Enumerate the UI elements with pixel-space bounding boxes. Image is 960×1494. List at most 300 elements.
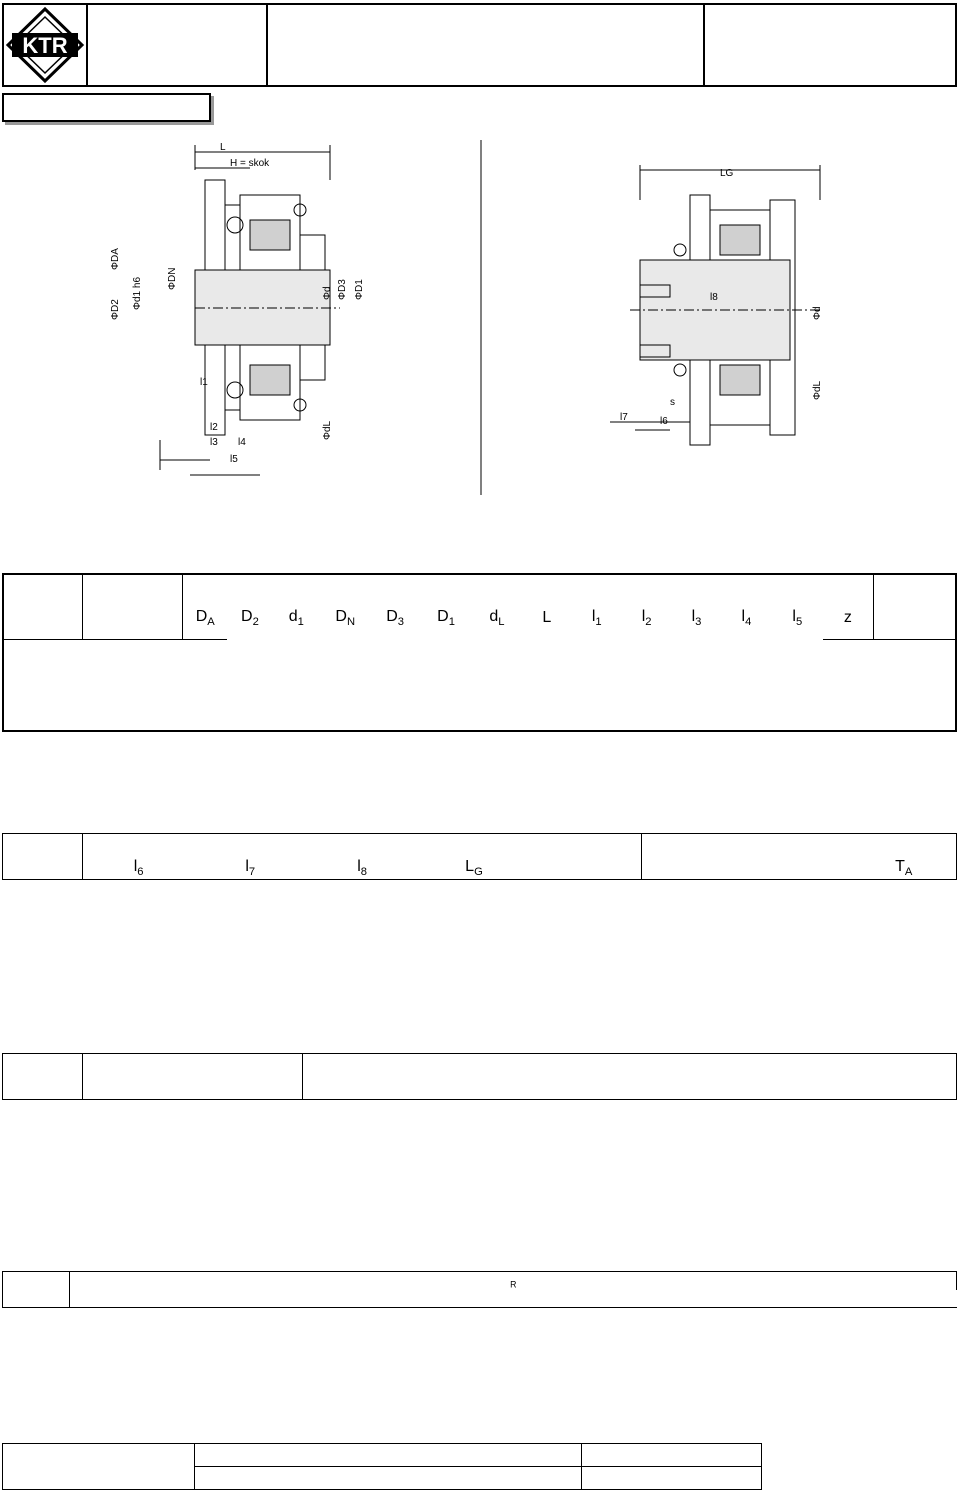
table-cell [823,685,873,708]
table-cell [302,1123,630,1146]
table-row [3,1123,957,1146]
table-cell [721,639,771,662]
header-group-dimensions [82,834,641,857]
table-cell [231,1362,271,1380]
table-cell [852,926,957,949]
bore-header-cell [634,1290,674,1308]
table-cell [83,685,183,708]
table-cell [194,880,306,903]
table-cell [183,662,228,685]
table-cell [674,1362,714,1380]
table-cell [3,1169,83,1192]
header-l7: $l_7$ [194,857,306,880]
table-cell [634,1308,674,1326]
table-cell [747,903,852,926]
table-cell [82,1146,302,1169]
section-title [2,93,211,122]
table-cell [70,1326,110,1344]
table-cell [392,1308,432,1326]
table-cell [271,1362,311,1380]
table-cell [306,926,418,949]
header-l2: $l_2$ [641,607,652,629]
svg-text:H = skok: H = skok [230,158,270,169]
table-row [3,880,957,903]
table-cell [352,1326,392,1344]
table-cell [630,1100,957,1123]
table-cell [352,1362,392,1380]
svg-text:l1: l1 [200,377,208,388]
svg-text:LG: LG [720,168,734,179]
table-cell [110,1308,150,1326]
table-cell [472,639,522,662]
table-row [3,1344,957,1362]
table-cell [873,708,956,731]
header-LG: $L_G$ [418,857,530,880]
bore-header-cell [231,1290,271,1308]
table-cell [795,1326,835,1344]
table-cell [82,1169,302,1192]
header-l8: $l_8$ [306,857,418,880]
header-l4: $l_4$ [741,607,752,629]
bore-header-cell [312,1290,352,1308]
table-cell [3,639,83,662]
table-cell [320,685,370,708]
table4-body [3,1308,957,1380]
header-l6: $l_6$ [82,857,194,880]
table-cell [823,708,873,731]
table-cell [530,880,642,903]
table-cell [473,1344,513,1362]
bore-header-cell [594,1290,634,1308]
table-cell [642,949,747,972]
table2-body [3,880,957,972]
table-cell [530,903,642,926]
table-cell [835,1362,875,1380]
header-D2: $D_2$ [241,607,259,629]
table-cell [513,1362,553,1380]
table-cell [622,662,672,685]
svg-text:l6: l6 [660,416,668,427]
table-cell [231,1326,271,1344]
header-l1: $l_1$ [591,607,602,629]
table-cell [755,1326,795,1344]
bore-header-cell [795,1290,835,1308]
document-header [2,3,957,87]
svg-text:l8: l8 [710,292,718,303]
table-cell [418,949,530,972]
table-cell [823,662,873,685]
table-row [3,639,956,662]
table-cell [392,1344,432,1362]
table-cell [191,1362,231,1380]
table-cell [352,1344,392,1362]
table-row [3,662,956,685]
table-cell [634,1344,674,1362]
header-D1: $D_1$ [437,607,455,629]
table-cell [302,1100,630,1123]
header-DA: $D_A$ [183,597,228,639]
table-cell [513,1326,553,1344]
table-technical-data [2,1053,957,1192]
table-cell [876,1326,916,1344]
table-cell [183,685,228,708]
table-cell [642,903,747,926]
table-dimensions [2,573,957,732]
table-cell [231,1308,271,1326]
table-cell [473,1308,513,1326]
table-cell [674,1344,714,1362]
table-cell [82,1100,302,1123]
technical-drawings [100,140,920,500]
svg-text:l2: l2 [210,422,218,433]
table-cell [522,662,572,685]
table-cell [227,639,272,662]
table-cell [83,639,183,662]
table-cell [771,685,823,708]
title-block [268,5,705,85]
table-cell [795,1308,835,1326]
table-cell [82,903,194,926]
table-cell [82,880,194,903]
table-cell [3,1146,83,1169]
table-cell [530,926,642,949]
header-rozmiar [3,574,83,639]
replaces-label [582,1444,722,1467]
table-cell [873,662,956,685]
table-cell [320,662,370,685]
table-cell [642,880,747,903]
svg-text:ΦDN: ΦDN [167,267,178,290]
table-cell [3,1123,83,1146]
table-cell [473,1362,513,1380]
table-cell [306,880,418,903]
table-cell [795,1344,835,1362]
table-row [3,926,957,949]
bore-header-cell [553,1290,593,1308]
bore-header-cell [876,1290,916,1308]
table-cell [473,1326,513,1344]
table-cell [420,708,472,731]
table-cell [852,880,957,903]
table-cell [370,662,420,685]
header-torques [302,1054,956,1077]
table-cell [370,685,420,708]
table-cell [622,685,672,708]
table-cell [82,926,194,949]
table-cell [594,1344,634,1362]
table-cell [472,662,522,685]
table-cell [795,1362,835,1380]
table-cell [227,662,272,685]
table-cell [151,1362,191,1380]
table-cell [916,1362,957,1380]
table-cell [418,903,530,926]
table-cell [151,1344,191,1362]
table-cell [622,639,672,662]
table-cell [553,1326,593,1344]
table-cell [630,1123,957,1146]
table-cell [630,1146,957,1169]
svg-text:Φd: Φd [812,306,823,320]
table-cell [271,1344,311,1362]
replaces-value [722,1444,762,1467]
header-H [873,574,956,639]
header-rozmiar [3,1054,83,1100]
svg-text:KTR: KTR [22,33,68,58]
table-row [3,1169,957,1192]
table-cell [721,708,771,731]
table-cell [522,685,572,708]
table1-body [3,639,956,731]
svg-text:ΦDA: ΦDA [110,248,121,270]
table-cell [572,708,622,731]
svg-text:l7: l7 [620,412,628,423]
table-cell [302,1146,630,1169]
bore-header-cell [70,1290,110,1308]
table-cell [594,1362,634,1380]
table-cell [472,708,522,731]
header-group: R [70,1272,957,1290]
table-cell [630,1169,957,1192]
company-block [88,5,268,85]
header-z: z [823,597,873,639]
bore-header-cell [110,1290,150,1308]
table-cell [83,662,183,685]
table-cell [302,1169,630,1192]
table-cell [771,708,823,731]
table-cell [227,708,272,731]
svg-text:s: s [670,397,675,408]
table-row [3,1308,957,1326]
table-cell [370,708,420,731]
table-cell [433,1308,473,1326]
bore-header-cell [473,1290,513,1308]
table-cell [572,662,622,685]
table-cell [672,685,722,708]
header-TA: $T_A$ [852,857,957,880]
table-cell [672,639,722,662]
table-cell [634,1326,674,1344]
table-cell [433,1326,473,1344]
table-cell [916,1308,957,1326]
svg-text:ΦD3: ΦD3 [337,279,348,300]
header-D3: $D_3$ [386,607,405,629]
table-cell [721,685,771,708]
table-row [3,708,956,731]
table-cell [418,926,530,949]
table-transmitted-torques [2,1271,957,1380]
table-hub-dimensions [2,833,957,972]
table-cell [110,1362,150,1380]
table-cell [271,1308,311,1326]
header-dL: $d_L$ [489,607,505,629]
table-cell [714,1344,754,1362]
table-cell [320,639,370,662]
bore-header-cell [191,1290,231,1308]
header-s [530,857,642,880]
table-cell [771,662,823,685]
table3-body [3,1100,957,1192]
table-cell [70,1308,110,1326]
drawing-hub-1-0 [160,145,340,475]
table-cell [306,903,418,926]
table-cell [433,1344,473,1362]
header-M [642,857,747,880]
table-cell [594,1308,634,1326]
header-rozmiar [3,834,83,880]
header-bore [83,574,183,639]
table-cell [747,949,852,972]
table-cell [194,926,306,949]
header-sk1 [302,1077,630,1100]
table-cell [873,639,956,662]
header-DN: $D_N$ [335,607,356,629]
table-cell [674,1326,714,1344]
table-cell [3,662,83,685]
table-cell [672,662,722,685]
table-cell [3,708,83,731]
svg-text:ΦdL: ΦdL [812,380,823,400]
table-cell [472,685,522,708]
ktr-logo [4,5,88,85]
checked-value [314,1467,582,1490]
table-cell [622,708,672,731]
table-cell [672,708,722,731]
table-cell [553,1308,593,1326]
table-cell [513,1344,553,1362]
table-cell [191,1308,231,1326]
header-group [183,574,874,597]
table-row [3,1326,957,1344]
table-cell [642,926,747,949]
table-cell [835,1308,875,1326]
table-cell [151,1308,191,1326]
table-cell [191,1344,231,1362]
header-d1: $d_1$ [288,607,304,629]
table-cell [420,639,472,662]
table-cell [194,903,306,926]
bore-header-cell [392,1290,432,1308]
table-cell [553,1344,593,1362]
bore-header-cell [352,1290,392,1308]
svg-text:L: L [220,142,226,153]
table-cell [271,1326,311,1344]
table-cell [272,662,320,685]
table-cell [553,1362,593,1380]
copyright-note [3,1444,195,1490]
svg-text:ΦD2: ΦD2 [110,299,121,320]
svg-text:l4: l4 [238,437,246,448]
table-cell [3,903,83,926]
table-cell [835,1344,875,1362]
table-cell [747,926,852,949]
svg-text:ΦdL: ΦdL [322,420,333,440]
table-cell [572,685,622,708]
table-cell [231,1344,271,1362]
signed-label [194,1444,314,1467]
table-cell [312,1344,352,1362]
table-cell [755,1308,795,1326]
bore-header-cell [433,1290,473,1308]
table-cell [852,949,957,972]
table-cell [3,1326,70,1344]
table-cell [272,685,320,708]
checked-label [194,1467,314,1490]
table-cell [721,662,771,685]
header-l5: $l_5$ [792,607,803,629]
table-cell [876,1362,916,1380]
bore-header-cell [755,1290,795,1308]
table-cell [191,1326,231,1344]
table-cell [183,639,228,662]
header-rozmiar [3,1272,70,1308]
table-row [3,1146,957,1169]
table-cell [714,1326,754,1344]
table-cell [418,880,530,903]
table-cell [312,1308,352,1326]
drawing-hub-4-5 [610,165,820,445]
table-cell [420,662,472,685]
table-cell [312,1326,352,1344]
table-cell [873,685,956,708]
table-row [3,949,957,972]
table-cell [852,903,957,926]
bore-header-cell [835,1290,875,1308]
meta-block [705,5,955,85]
table-cell [392,1326,432,1344]
table-cell [594,1326,634,1344]
header-liczba [747,857,852,880]
table-cell [674,1308,714,1326]
header-l3: $l_3$ [691,607,702,629]
table-cell [530,949,642,972]
table-cell [3,926,83,949]
replaced-value [722,1467,762,1490]
table-cell [110,1344,150,1362]
table-cell [3,1308,70,1326]
table-cell [306,949,418,972]
table-cell [370,639,420,662]
bore-header-cell [513,1290,553,1308]
table-row [3,1362,957,1380]
table-cell [433,1362,473,1380]
table-row [3,1100,957,1123]
table-cell [522,708,572,731]
table-cell [714,1362,754,1380]
table-cell [916,1326,957,1344]
table-cell [522,639,572,662]
table-cell [420,685,472,708]
bore-header-cell [674,1290,714,1308]
svg-text:ΦD1: ΦD1 [354,279,365,300]
header-group-screws [642,834,957,857]
svg-text:l5: l5 [230,454,238,465]
header-sk2 [630,1077,957,1100]
table-cell [312,1362,352,1380]
table-cell [183,708,228,731]
table-cell [392,1362,432,1380]
header-speed [82,1054,302,1100]
table-cell [747,880,852,903]
table-cell [272,708,320,731]
bore-header-cell [271,1290,311,1308]
table-cell [714,1308,754,1326]
table-cell [151,1326,191,1344]
table-cell [227,685,272,708]
svg-text:Φd1 h6: Φd1 h6 [132,276,143,310]
table-cell [3,1362,70,1380]
table-cell [835,1326,875,1344]
